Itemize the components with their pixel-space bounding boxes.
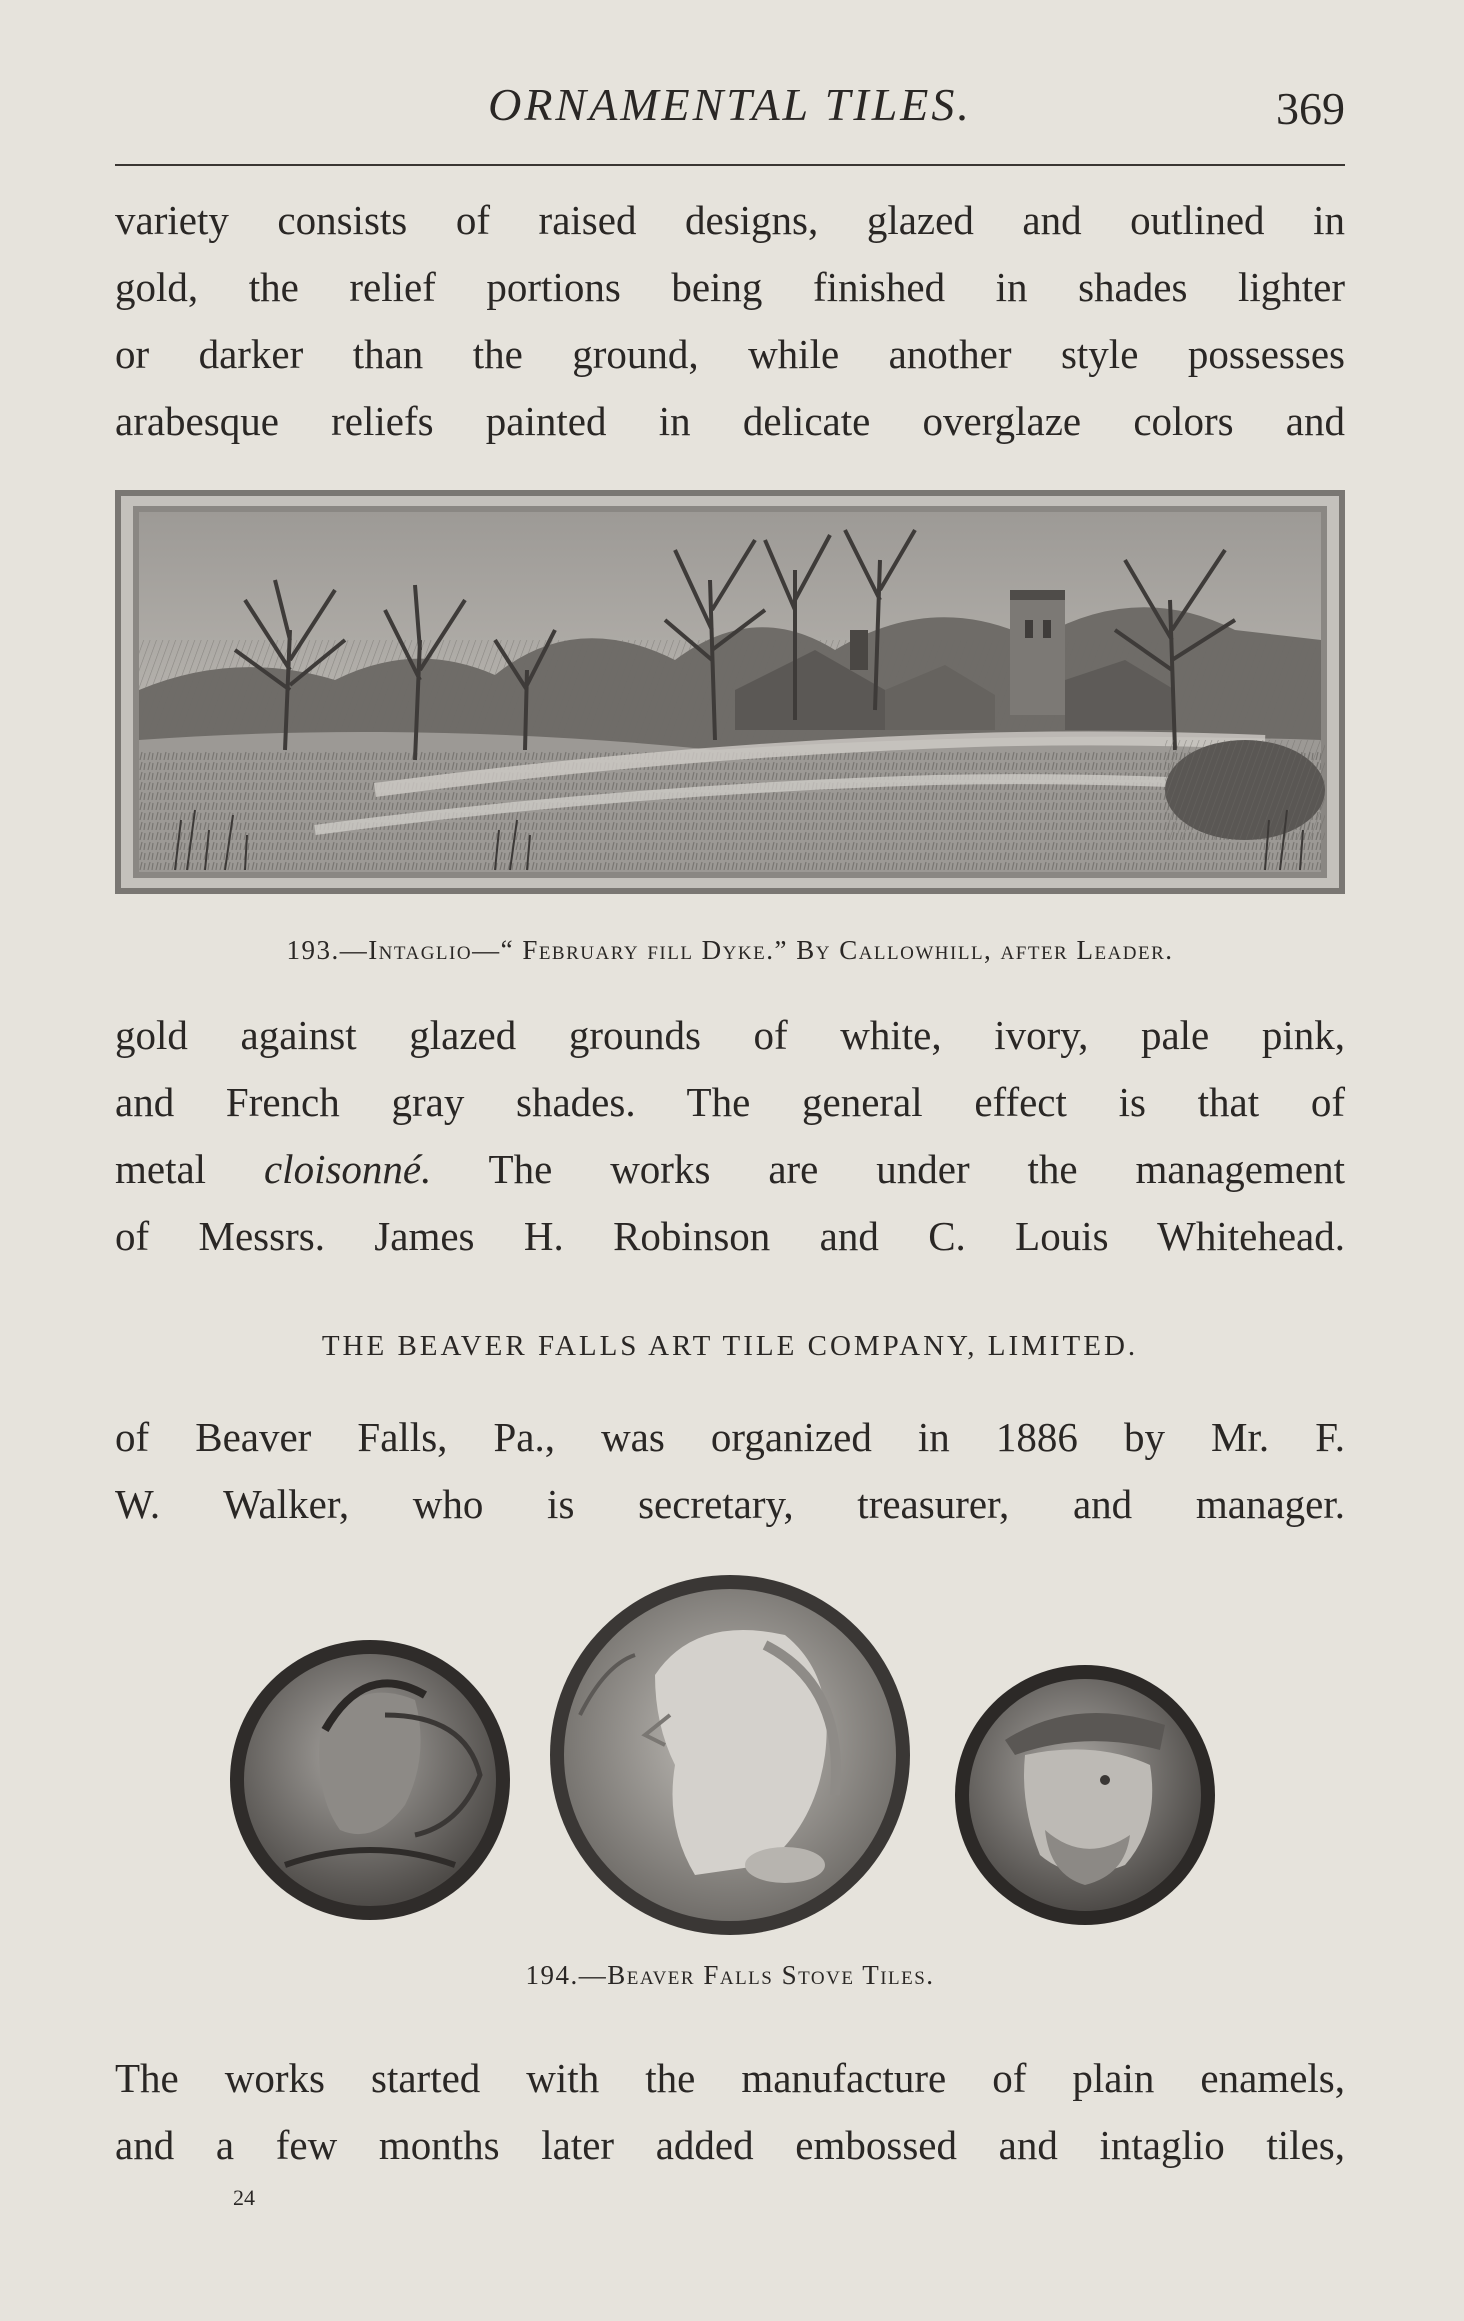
figure-193-intaglio-tile [115, 490, 1345, 894]
paragraph-2-line-with-italic [115, 1136, 1345, 1203]
paragraph-1-line: or darker than the ground, while another style possesses [115, 331, 1345, 377]
running-head [115, 78, 1345, 148]
paragraph-1-line: variety consists of raised designs, glazed and outlined in [115, 197, 1345, 243]
paragraph-4-line: and a few months later added embossed and intaglio tiles, [115, 2122, 1345, 2168]
paragraph-4 [115, 2045, 1345, 2179]
header-rule [115, 164, 1345, 166]
italic-term-cloisonne: cloisonné. [263, 1146, 432, 1192]
page-number: 369 [1276, 83, 1345, 134]
paragraph-3-line: W. Walker, who is secretary, treasurer, and manager. [115, 1481, 1345, 1527]
figure-194-caption: 194.—Beaver Falls Stove Tiles. [525, 1960, 935, 1990]
paragraph-1-line: gold, the relief portions being finished in shades lighter [115, 264, 1345, 310]
signature-mark: 24 [233, 2185, 255, 2210]
paragraph-1 [115, 187, 1345, 455]
paragraph-1-line: arabesque reliefs painted in delicate overglaze colors and [115, 398, 1345, 444]
stove-tile-center [550, 1575, 910, 1935]
paragraph-2-line: and French gray shades. The general effect is that of [115, 1079, 1345, 1125]
text-run: The works are under the management [431, 1146, 1345, 1192]
stove-tile-right [955, 1665, 1215, 1925]
paragraph-2-line: of Messrs. James H. Robinson and C. Louis Whitehead. [115, 1213, 1345, 1259]
paragraph-2 [115, 1002, 1345, 1270]
paragraph-3 [115, 1404, 1345, 1538]
stove-tiles-image [225, 1565, 1245, 1945]
stove-tile-left [230, 1640, 510, 1920]
running-head-title: ORNAMENTAL TILES. [488, 79, 972, 130]
section-heading: THE BEAVER FALLS ART TILE COMPANY, LIMITED. [321, 1330, 1139, 1362]
paragraph-4-line: The works started with the manufacture of plain enamels, [115, 2055, 1345, 2101]
figure-194-stove-tiles [225, 1565, 1245, 1945]
text-run: metal [115, 1146, 264, 1192]
paragraph-2-line: gold against glazed grounds of white, ivory, pale pink, [115, 1012, 1345, 1058]
figure-193-caption: 193.—Intaglio—“ February fill Dyke.” By Callowhill, after Leader. [286, 935, 1174, 965]
intaglio-landscape-image [115, 490, 1345, 894]
paragraph-3-line: of Beaver Falls, Pa., was organized in 1886 by Mr. F. [115, 1414, 1345, 1460]
